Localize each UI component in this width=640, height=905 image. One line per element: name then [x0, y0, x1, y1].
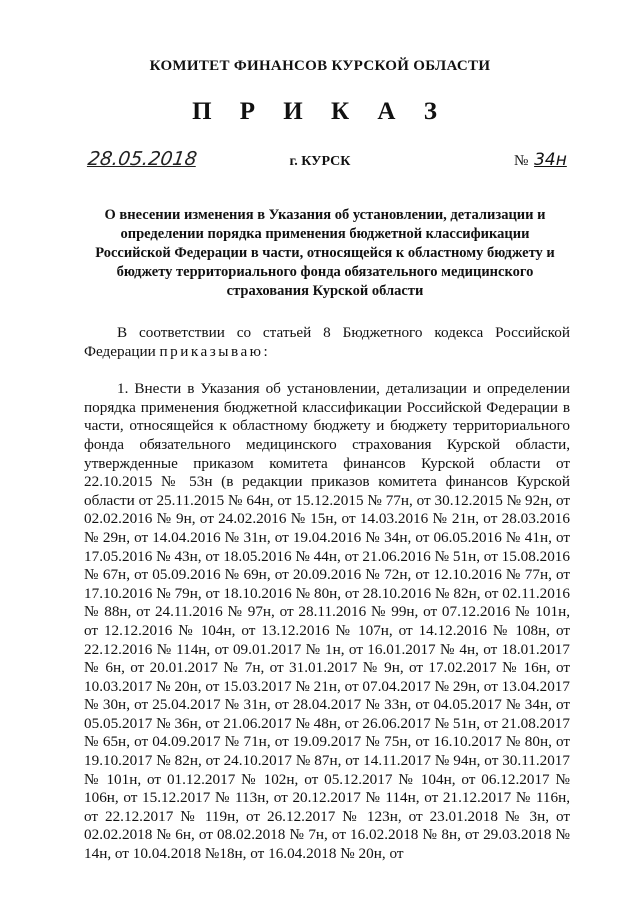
body-paragraph-1: 1. Внести в Указания об установлении, детализации и определении порядка применения бюджетной классификации Российской Федерации в части, относящейся к областному бюджету и бюджету территориального фонда обязательного медицинского страхования Курской области, утвержденные приказом комитета финансов Курской области от 22.10.2015 № 53н (в редакции приказов комитета финансов Курской области от 25.11.2015 № 64н, от 15.12.2015 № 77н, от 30.12.2015 № 92н, от 02.02.2016 № 9н, от 24.02.2016 № 15н, от 14.03.2016 № 21н, от 28.03.2016 № 29н, от 14.04.2016 № 31н, от 19.04.2016 № 34н, от 06.05.2016 № 41н, от 17.05.2016 № 43н, от 18.05.2016 № 44н, от 21.06.2016 № 51н, от 15.08.2016 № 67н, от 05.09.2016 № 69н, от 20.09.2016 № 72н, от 12.10.2016 № 77н, от 17.10.2016 № 79н, от 18.10.2016 № 80н, от 28.10.2016 № 82н, от 02.11.2016 № 88н, от 24.11.2016 № 97н, от 28.11.2016 № 99н, от 07.12.2016 № 101н, от 12.12.2016 № 104н, от 13.12.2016 № 107н, от 14.12.2016 № 108н, от 22.12.2016 № 114н, от 09.01.2017 № 1н, от 16.01.2017 № 4н, от 18.01.2017 № 6н, от 20.01.2017 № 7н, от 31.01.2017 № 9н, от 17.02.2017 № 16н, от 10.03.2017 № 20н, от 15.03.2017 № 21н, от 07.04.2017 № 29н, от 13.04.2017 № 30н, от 25.04.2017 № 31н, от 28.04.2017 № 33н, от 04.05.2017 № 34н, от 05.05.2017 № 36н, от 21.06.2017 № 48н, от 26.06.2017 № 51н, от 21.08.2017 № 65н, от 04.09.2017 № 71н, от 19.09.2017 № 75н, от 16.10.2017 № 80н, от 19.10.2017 № 82н, от 24.10.2017 № 87н, от 14.11.2017 № 94н, от 30.11.2017 № 101н, от 01.12.2017 № 102н, от 05.12.2017 № 104н, от 06.12.2017 № 106н, от 15.12.2017 № 113н, от 20.12.2017 № 114н, от 21.12.2017 № 116н, от 22.12.2017 № 119н, от 26.12.2017 № 123н, от 23.01.2018 № 3н, от 02.02.2018 № 6н, от 08.02.2018 № 7н, от 16.02.2018 № 8н, от 29.03.2018 № 14н, от 10.04.2018 №18н, от 16.04.2018 № 20н, от — [84, 380, 570, 863]
document-meta-row — [0, 148, 640, 174]
basis-text: В соответствии со статьей 8 Бюджетного кодекса Российской Федерации — [84, 324, 570, 360]
order-subject: О внесении изменения в Указания об установлении, детализации и определении порядка применения бюджетной классификации Российской Федерации в части, относящейся к областному бюджету и бюджету территориального фонда обязательного медицинского страхования Курской области — [95, 207, 555, 299]
document-title: П Р И К А З — [192, 98, 448, 125]
order-command: приказываю: — [159, 342, 271, 360]
order-number — [514, 150, 567, 170]
order-body — [84, 324, 570, 864]
body-paragraph-basis — [84, 324, 570, 361]
handwritten-order-number: 34н — [534, 150, 567, 170]
handwritten-date: 28.05.2018 — [86, 148, 199, 170]
number-sign: № — [514, 153, 529, 169]
city: г. КУРСК — [289, 154, 351, 169]
committee-name: КОМИТЕТ ФИНАНСОВ КУРСКОЙ ОБЛАСТИ — [149, 58, 491, 74]
